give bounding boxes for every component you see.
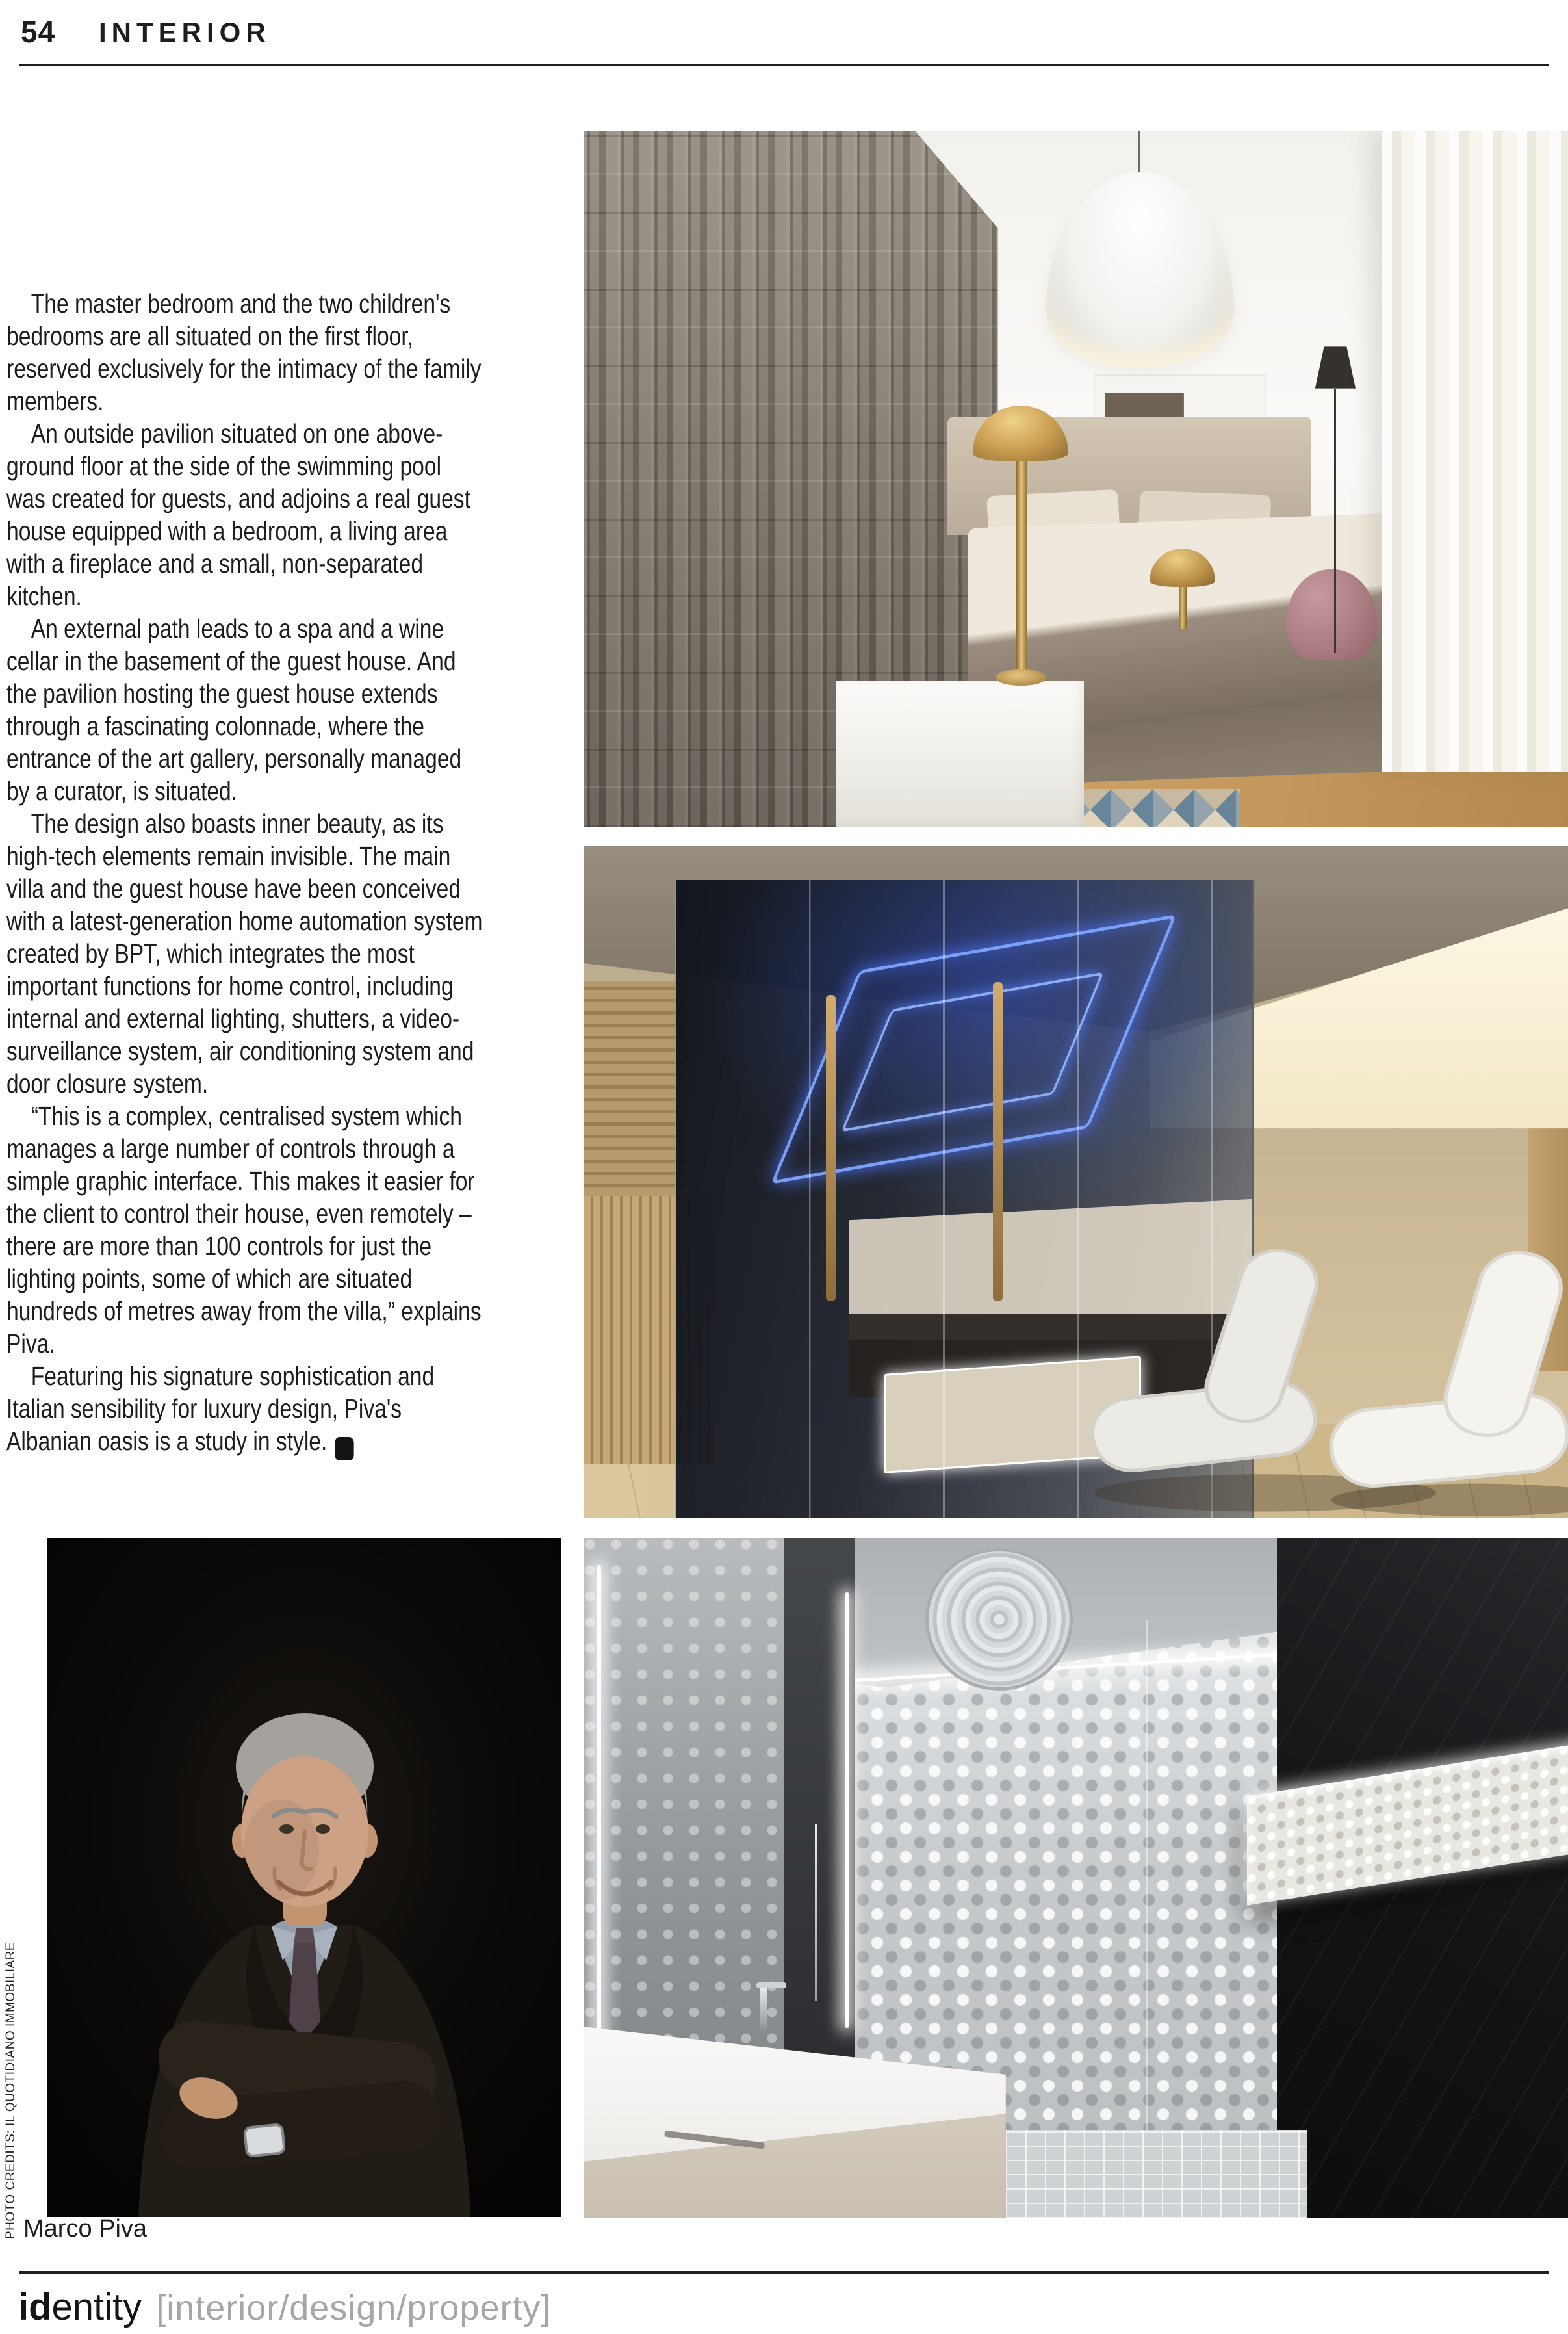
brand-rest: entity bbox=[51, 2286, 142, 2328]
portrait-caption: Marco Piva bbox=[23, 2215, 148, 2242]
footer-rule bbox=[19, 2271, 1549, 2274]
shower-hand-rail bbox=[815, 1824, 817, 2001]
brand-bold: id bbox=[18, 2286, 52, 2328]
article-paragraph bbox=[6, 1360, 486, 1458]
article-paragraph: An external path leads to a spa and a wine cellar in the basement of the guest house. And the pavilion hosting the guest house extends through a fascinating colonnade, where the entrance of the art gallery, personally managed by a curator, is situated. bbox=[6, 614, 462, 806]
chrome-faucet bbox=[760, 1984, 766, 2031]
white-loungers bbox=[1068, 1216, 1568, 1518]
section-title: INTERIOR bbox=[99, 17, 271, 47]
article-paragraph: An outside pavilion situated on one above-ground floor at the side of the swimming pool was created for guests, and adjoins a real guest house equipped with a bedroom, a living area with a fireplace and a small, non-separated kitchen. bbox=[6, 419, 470, 611]
vertical-led-strip bbox=[597, 1565, 601, 2042]
vanity-mirror bbox=[584, 1538, 784, 2055]
article-paragraph-text: Featuring his signature sophistication and Italian sensibility for luxury design, Piva's Albanian oasis is a study in style. bbox=[6, 1361, 435, 1456]
article-paragraph: The master bedroom and the two children's bedrooms are all situated on the first floor, reserved exclusively for the intimacy of the family members. bbox=[6, 289, 482, 416]
marco-piva-portrait bbox=[47, 1538, 561, 2217]
sheer-curtain bbox=[1382, 131, 1568, 772]
brass-lamp-stem bbox=[1016, 458, 1027, 674]
article-paragraph: The design also boasts inner beauty, as its high-tech elements remain invisible. The main villa and the guest house have been conceived with a latest-generation home automation system created by BPT, which integrates the most important functions for home control, including internal and external lighting, shutters, a video-surveillance system, air conditioning system and door closure system. bbox=[6, 809, 483, 1098]
end-of-article-icon: ID bbox=[335, 1437, 354, 1460]
pendant-cord bbox=[1138, 131, 1140, 174]
brass-lamp-stem-small bbox=[1179, 584, 1187, 629]
footer-brand bbox=[18, 2285, 551, 2329]
rain-shower-head bbox=[925, 1548, 1073, 1691]
bathroom-photo bbox=[584, 1538, 1568, 2218]
page-number: 54 bbox=[21, 15, 56, 49]
photo-credit: PHOTO CREDITS: IL QUOTIDIANO IMMOBILIARE bbox=[4, 1941, 18, 2239]
bedroom-photo bbox=[584, 131, 1568, 827]
spa-photo bbox=[584, 846, 1568, 1518]
header-rule bbox=[19, 64, 1549, 66]
chrome-faucet-spout bbox=[756, 1982, 786, 1988]
portrait-photo bbox=[47, 1538, 561, 2217]
shower-glass-edge bbox=[1146, 1620, 1148, 2164]
article-paragraph: “This is a complex, centralised system which manages a large number of controls through a simple graphic interface. This makes it easier for the client to control their house, even remotely – there are more than 100 controls for just the lighting points, some of which are situated hundreds of metres away from the villa,” explains Piva. bbox=[6, 1101, 482, 1358]
vertical-led-strip bbox=[845, 1592, 849, 2028]
cube-nightstand bbox=[836, 681, 1084, 827]
tile-floor bbox=[1006, 2130, 1307, 2218]
timber-slat-wall bbox=[584, 981, 685, 1210]
article-body bbox=[6, 287, 486, 1458]
vanity-unit bbox=[584, 2001, 1006, 2218]
floor-lamp-stem bbox=[1334, 389, 1336, 653]
brand-tagline: [interior/design/property] bbox=[156, 2289, 552, 2328]
